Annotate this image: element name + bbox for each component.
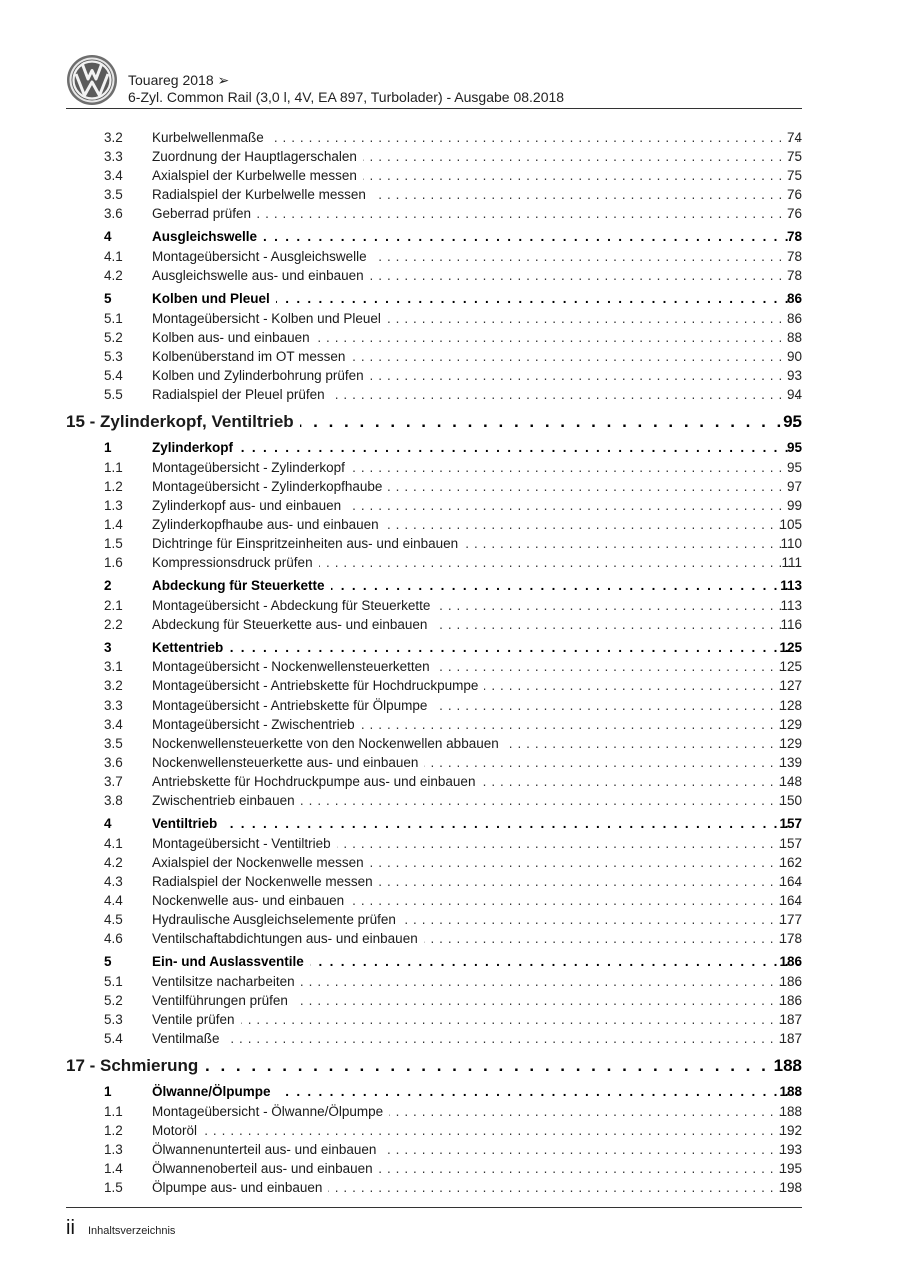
toc-entry-page: 187: [779, 1011, 802, 1027]
toc-entry-page: 150: [779, 793, 802, 809]
toc-entry-number: 3.3: [104, 697, 123, 713]
toc-section-entry[interactable]: [0, 438, 910, 458]
toc-entry-page: 186: [779, 973, 802, 989]
toc-section-entry[interactable]: [0, 638, 910, 658]
toc-entry-page: 78: [786, 229, 802, 245]
toc-entry-title-line: [152, 576, 802, 595]
page-header: [66, 54, 802, 109]
toc-entry-page: 193: [779, 1141, 802, 1157]
toc-entry[interactable]: [0, 366, 910, 385]
page-footer: [66, 1207, 802, 1239]
toc-entry-number: 4: [104, 229, 112, 245]
toc-chapter-entry[interactable]: [0, 410, 910, 434]
toc-entry-page: 195: [779, 1160, 802, 1176]
toc-entry[interactable]: [0, 1010, 910, 1029]
toc-entry-title: Ventile prüfen: [152, 1012, 241, 1027]
toc-entry-number: 5.2: [104, 992, 123, 1008]
toc-entry-title: Montageübersicht - Zwischentrieb: [152, 717, 361, 732]
toc-entry-number: 3.6: [104, 206, 123, 222]
toc-entry-title: Antriebskette für Hochdruckpumpe aus- und einbauen: [152, 774, 481, 789]
toc-entry-title-line: [152, 657, 802, 676]
toc-entry-title-line: [152, 952, 802, 971]
toc-entry[interactable]: [0, 872, 910, 891]
toc-entry-page: 129: [779, 735, 802, 751]
toc-entry-page: 78: [786, 248, 802, 264]
toc-entry-page: 164: [779, 892, 802, 908]
toc-entry-number: 5: [104, 954, 112, 970]
toc-entry-page: 111: [781, 555, 802, 571]
toc-entry-title-line: [152, 515, 802, 534]
toc-entry-number: 4.1: [104, 248, 123, 264]
toc-entry-title-line: [152, 638, 802, 657]
toc-entry-number: 3.3: [104, 149, 123, 165]
toc-entry-title: 17 - Schmierung: [66, 1056, 204, 1075]
toc-entry-page: 78: [786, 268, 802, 284]
toc-entry[interactable]: [0, 910, 910, 929]
toc-entry-page: 128: [779, 697, 802, 713]
toc-section-entry[interactable]: [0, 814, 910, 834]
toc-entry-page: 186: [779, 954, 802, 970]
footer-divider: [66, 1207, 802, 1208]
toc-entry-title-line: [152, 128, 802, 147]
toc-entry-title-line: [152, 553, 802, 572]
toc-entry[interactable]: [0, 972, 910, 991]
toc-entry-title-line: [152, 328, 802, 347]
toc-entry-title-line: [152, 1140, 802, 1159]
toc-entry-number: 5.2: [104, 329, 123, 345]
header-divider: [66, 108, 802, 109]
toc-entry-title: Zylinderkopf aus- und einbauen: [152, 498, 347, 513]
toc-entry-number: 3.8: [104, 793, 123, 809]
toc-entry-title: Montageübersicht - Kolben und Pleuel: [152, 311, 387, 326]
toc-entry[interactable]: [0, 676, 910, 695]
toc-entry-title-line: [66, 1054, 802, 1078]
toc-entry-title: Ölwanne/Ölpumpe: [152, 1084, 277, 1099]
toc-entry-title: Montageübersicht - Zylinderkopf: [152, 460, 351, 475]
toc-entry-number: 5.4: [104, 367, 123, 383]
toc-entry-title: Montageübersicht - Antriebskette für Hochdruckpumpe: [152, 678, 484, 693]
toc-entry-number: 1.1: [104, 1103, 123, 1119]
toc-entry[interactable]: [0, 128, 910, 147]
toc-entry-title-line: [152, 227, 802, 246]
toc-entry-page: 86: [786, 291, 802, 307]
toc-entry-title: Abdeckung für Steuerkette: [152, 578, 331, 593]
toc-entry-title: Kompressionsdruck prüfen: [152, 555, 319, 570]
toc-entry-number: 3.2: [104, 130, 123, 145]
toc-entry-title: Zylinderkopf: [152, 440, 239, 455]
toc-entry-title: Ventilschaftabdichtungen aus- und einbauen: [152, 931, 424, 946]
toc-entry-number: 3.4: [104, 168, 123, 184]
toc-entry-title-line: [152, 853, 802, 872]
toc-entry-title: Dichtringe für Einspritzeinheiten aus- und einbauen: [152, 536, 464, 551]
toc-entry-title-line: [152, 676, 802, 695]
toc-entry-page: 186: [779, 992, 802, 1008]
toc-entry-page: 86: [786, 310, 802, 326]
toc-entry-title-line: [152, 1178, 802, 1197]
toc-entry-title: 15 - Zylinderkopf, Ventiltrieb: [66, 412, 300, 431]
toc-entry-number: 4.1: [104, 835, 123, 851]
toc-entry-number: 5: [104, 291, 112, 307]
toc-entry-page: 187: [779, 1030, 802, 1046]
toc-entry-title-line: [152, 772, 802, 791]
toc-entry[interactable]: [0, 891, 910, 910]
toc-entry-title-line: [152, 1010, 802, 1029]
toc-entry-number: 1.2: [104, 1122, 123, 1138]
toc-entry-number: 3.1: [104, 659, 123, 675]
toc-entry[interactable]: [0, 1102, 910, 1121]
toc-entry-title-line: [152, 289, 802, 308]
toc-entry-title: Hydraulische Ausgleichselemente prüfen: [152, 912, 402, 927]
toc-entry[interactable]: [0, 834, 910, 853]
toc-entry[interactable]: [0, 734, 910, 753]
toc-entry-page: 127: [779, 678, 802, 694]
toc-entry-title-line: [152, 1121, 802, 1140]
toc-entry[interactable]: [0, 657, 910, 676]
toc-entry-number: 1: [104, 1084, 112, 1100]
toc-entry-page: 125: [779, 659, 802, 675]
header-vehicle-line: Touareg 2018 ➢: [128, 72, 230, 88]
toc-entry-title-line: [152, 929, 802, 948]
toc-entry-title-line: [152, 309, 802, 328]
toc-entry[interactable]: [0, 696, 910, 715]
toc-entry-page: 177: [779, 912, 802, 927]
toc-entry-title: Kolben und Pleuel: [152, 291, 276, 306]
toc-entry-page: 129: [779, 716, 802, 732]
vw-logo-icon: [66, 54, 118, 106]
toc-entry-title-line: [152, 1029, 802, 1048]
toc-entry[interactable]: [0, 477, 910, 496]
toc-entry[interactable]: [0, 185, 910, 204]
toc-entry-page: 113: [780, 578, 802, 594]
toc-entry[interactable]: [0, 791, 910, 810]
toc-entry[interactable]: [0, 553, 910, 572]
toc-entry-number: 5.4: [104, 1030, 123, 1046]
toc-entry-page: 178: [779, 931, 802, 947]
toc-entry-title: Radialspiel der Pleuel prüfen: [152, 387, 331, 402]
toc-entry-page: 74: [786, 130, 802, 145]
toc-entry-title: Kurbelwellenmaße: [152, 130, 270, 145]
toc-entry-title-line: [152, 247, 802, 266]
toc-entry-title: Zylinderkopfhaube aus- und einbauen: [152, 517, 385, 532]
toc-entry-number: 4.5: [104, 912, 123, 927]
toc-entry-number: 2: [104, 578, 112, 594]
toc-entry-page: 162: [779, 854, 802, 870]
toc-entry[interactable]: [0, 615, 910, 634]
toc-entry-title-line: [152, 891, 802, 910]
toc-entry-title: Ventiltrieb: [152, 816, 223, 831]
toc-entry-number: 1: [104, 440, 112, 456]
toc-entry-title-line: [152, 534, 802, 553]
header-engine-line: 6-Zyl. Common Rail (3,0 l, 4V, EA 897, Turbolader) - Ausgabe 08.2018: [128, 89, 565, 105]
toc-entry-title: Axialspiel der Nockenwelle messen: [152, 855, 370, 870]
toc-entry-page: 95: [783, 412, 802, 432]
toc-entry-number: 4.6: [104, 931, 123, 947]
toc-entry-page: 148: [779, 773, 802, 789]
toc-entry-title: Kettentrieb: [152, 640, 229, 655]
toc-entry-title: Zwischentrieb einbauen: [152, 793, 301, 808]
toc-entry-page: 76: [786, 187, 802, 203]
toc-entry[interactable]: [0, 596, 910, 615]
toc-entry[interactable]: [0, 515, 910, 534]
toc-entry-page: 97: [786, 478, 802, 494]
toc-entry-page: 188: [779, 1084, 802, 1100]
toc-entry-page: 125: [779, 639, 802, 655]
toc-entry-title: Montageübersicht - Abdeckung für Steuerkette: [152, 598, 436, 613]
toc-entry[interactable]: [0, 534, 910, 553]
toc-entry[interactable]: [0, 385, 910, 404]
toc-entry[interactable]: [0, 753, 910, 772]
toc-entry-title-line: [152, 872, 802, 891]
toc-entry-title: Radialspiel der Nockenwelle messen: [152, 874, 379, 889]
toc-entry-page: 192: [779, 1122, 802, 1138]
toc-entry-title: Ventilführungen prüfen: [152, 993, 294, 1008]
toc-entry-title: Radialspiel der Kurbelwelle messen: [152, 187, 372, 202]
toc-entry-page: 157: [779, 835, 802, 851]
toc-chapter-entry[interactable]: [0, 1054, 910, 1078]
toc-entry-number: 5.1: [104, 973, 123, 989]
toc-entry-title: Ventilmaße: [152, 1031, 226, 1046]
toc-entry-title-line: [152, 496, 802, 515]
toc-entry-title: Ausgleichswelle aus- und einbauen: [152, 268, 370, 283]
toc-entry-title: Axialspiel der Kurbelwelle messen: [152, 168, 363, 183]
toc-entry[interactable]: [0, 1029, 910, 1048]
toc-entry-title-line: [152, 166, 802, 185]
toc-entry-title-line: [152, 596, 802, 615]
toc-entry[interactable]: [0, 991, 910, 1010]
toc-entry-number: 5.3: [104, 348, 123, 364]
header-title-block: [128, 72, 564, 106]
toc-entry[interactable]: [0, 147, 910, 166]
toc-entry-page: 105: [779, 516, 802, 532]
toc-entry-title: Montageübersicht - Nockenwellensteuerketten: [152, 659, 436, 674]
toc-entry-title: Montageübersicht - Antriebskette für Ölpumpe: [152, 698, 433, 713]
toc-entry-title-line: [152, 1159, 802, 1178]
toc-entry-title: Montageübersicht - Zylinderkopfhaube: [152, 479, 388, 494]
toc-entry-page: 88: [786, 329, 802, 345]
toc-entry[interactable]: [0, 309, 910, 328]
toc-entry-number: 5.3: [104, 1011, 123, 1027]
toc-entry-page: 75: [786, 149, 802, 165]
toc-entry-number: 3.7: [104, 773, 123, 789]
toc-entry-title-line: [152, 477, 802, 496]
toc-entry-title-line: [152, 834, 802, 853]
toc-entry-number: 4.3: [104, 873, 123, 889]
toc-entry-title: Kolbenüberstand im OT messen: [152, 349, 351, 364]
toc-entry-number: 1.6: [104, 555, 123, 571]
toc-entry[interactable]: [0, 1159, 910, 1178]
toc-entry[interactable]: [0, 929, 910, 948]
toc-entry-page: 188: [773, 1056, 802, 1076]
toc-entry-number: 3.2: [104, 678, 123, 694]
toc-entry-title: Ausgleichswelle: [152, 229, 263, 244]
toc-entry-number: 1.1: [104, 459, 123, 475]
toc-entry-number: 4: [104, 816, 112, 832]
toc-entry[interactable]: [0, 166, 910, 185]
toc-entry-page: 94: [786, 387, 802, 403]
toc-entry-number: 4.2: [104, 268, 123, 284]
toc-section-entry[interactable]: [0, 576, 910, 596]
toc-entry[interactable]: [0, 853, 910, 872]
toc-entry-title: Motoröl: [152, 1123, 203, 1138]
toc-entry-page: 157: [779, 816, 802, 832]
toc-entry-title-line: [152, 385, 802, 404]
toc-entry-title-line: [152, 715, 802, 734]
toc-entry-title: Ölwannenunterteil aus- und einbauen: [152, 1142, 382, 1157]
toc-entry-title: Montageübersicht - Ventiltrieb: [152, 836, 337, 851]
toc-entry-number: 3.5: [104, 187, 123, 203]
toc-entry[interactable]: [0, 458, 910, 477]
toc-entry-title-line: [152, 458, 802, 477]
toc-entry-page: 75: [786, 168, 802, 184]
toc-entry-page: 198: [779, 1179, 802, 1195]
toc-entry-page: 95: [786, 440, 802, 456]
toc-entry[interactable]: [0, 1178, 910, 1197]
toc-entry-title-line: [152, 1082, 802, 1101]
toc-entry-title: Zuordnung der Hauptlagerschalen: [152, 149, 363, 164]
toc-entry-number: 5.5: [104, 387, 123, 403]
toc-entry-title: Geberrad prüfen: [152, 206, 257, 221]
toc-entry-title: Nockenwelle aus- und einbauen: [152, 893, 350, 908]
toc-entry-title-line: [152, 734, 802, 753]
toc-entry-page: 99: [786, 497, 802, 513]
toc-entry-number: 1.3: [104, 497, 123, 513]
toc-entry-page: 188: [779, 1103, 802, 1119]
toc-entry-title: Nockenwellensteuerkette aus- und einbauen: [152, 755, 424, 770]
toc-entry-title-line: [152, 991, 802, 1010]
toc-entry[interactable]: [0, 204, 910, 223]
toc-entry-title-line: [152, 615, 802, 634]
toc-entry-title: Nockenwellensteuerkette von den Nockenwellen abbauen: [152, 736, 505, 751]
toc-entry-title-line: [152, 972, 802, 991]
toc-entry-number: 3.4: [104, 716, 123, 732]
toc-entry-title: Montageübersicht - Ölwanne/Ölpumpe: [152, 1104, 389, 1119]
toc-entry-page: 113: [780, 597, 802, 613]
toc-entry-page: 76: [786, 206, 802, 222]
toc-entry-number: 1.4: [104, 516, 123, 532]
toc-entry-number: 2.2: [104, 616, 123, 632]
toc-entry-title-line: [66, 410, 802, 434]
toc-entry-number: 1.5: [104, 1179, 123, 1195]
toc-section-entry[interactable]: [0, 952, 910, 972]
toc-entry-title-line: [152, 814, 802, 833]
toc-entry-number: 4.4: [104, 892, 123, 908]
toc-entry-title: Ölpumpe aus- und einbauen: [152, 1180, 328, 1195]
toc-entry-title: Kolben und Zylinderbohrung prüfen: [152, 368, 370, 383]
toc-entry-number: 2.1: [104, 597, 123, 613]
toc-section-entry[interactable]: [0, 289, 910, 309]
toc-entry-title-line: [152, 1102, 802, 1121]
toc-entry-title-line: [152, 366, 802, 385]
toc-entry[interactable]: [0, 1121, 910, 1140]
toc-entry-title: Ventilsitze nacharbeiten: [152, 974, 301, 989]
toc-section-entry[interactable]: [0, 227, 910, 247]
toc-entry-title-line: [152, 185, 802, 204]
toc-entry[interactable]: [0, 496, 910, 515]
toc-entry-number: 4.2: [104, 854, 123, 870]
toc-entry-title-line: [152, 910, 802, 929]
toc-entry-title: Kolben aus- und einbauen: [152, 330, 316, 345]
toc-entry-number: 1.4: [104, 1160, 123, 1176]
toc-entry-page: 164: [779, 873, 802, 889]
toc-entry[interactable]: [0, 715, 910, 734]
toc-entry-page: 116: [780, 616, 802, 632]
toc-entry-title-line: [152, 696, 802, 715]
footer-label: Inhaltsverzeichnis: [88, 1225, 176, 1237]
toc-entry-number: 1.5: [104, 536, 123, 551]
toc-entry-title-line: [152, 347, 802, 366]
toc-entry[interactable]: [0, 328, 910, 347]
toc-entry[interactable]: [0, 772, 910, 791]
toc-entry-page: 93: [786, 367, 802, 383]
toc-entry[interactable]: [0, 347, 910, 366]
toc-entry-number: 1.2: [104, 478, 123, 494]
toc-entry-title-line: [152, 753, 802, 772]
toc-entry-title-line: [152, 147, 802, 166]
toc-entry-title: Ein- und Auslassventile: [152, 954, 310, 969]
toc-entry-page: 110: [780, 536, 802, 551]
toc-entry-number: 5.1: [104, 310, 123, 326]
toc-entry-number: 1.3: [104, 1141, 123, 1157]
toc-entry-title-line: [152, 204, 802, 223]
toc-section-entry[interactable]: [0, 1082, 910, 1102]
toc-entry-title-line: [152, 791, 802, 810]
toc-entry[interactable]: [0, 1140, 910, 1159]
toc-entry-title: Ölwannenoberteil aus- und einbauen: [152, 1161, 379, 1176]
toc-entry-page: 90: [786, 348, 802, 364]
toc-entry-page: 139: [779, 754, 802, 770]
toc-entry[interactable]: [0, 247, 910, 266]
toc-entry-number: 3.5: [104, 735, 123, 751]
toc-entry-title: Montageübersicht - Ausgleichswelle: [152, 249, 373, 264]
toc-entry-number: 3.6: [104, 754, 123, 770]
toc-entry-title: Abdeckung für Steuerkette aus- und einbauen: [152, 617, 433, 632]
toc-entry-title-line: [152, 438, 802, 457]
toc-entry-title-line: [152, 266, 802, 285]
toc-entry[interactable]: [0, 266, 910, 285]
table-of-contents: [0, 128, 910, 1197]
footer-page-number: ii: [66, 1217, 75, 1239]
toc-entry-number: 3: [104, 639, 112, 655]
toc-entry-page: 95: [786, 459, 802, 475]
